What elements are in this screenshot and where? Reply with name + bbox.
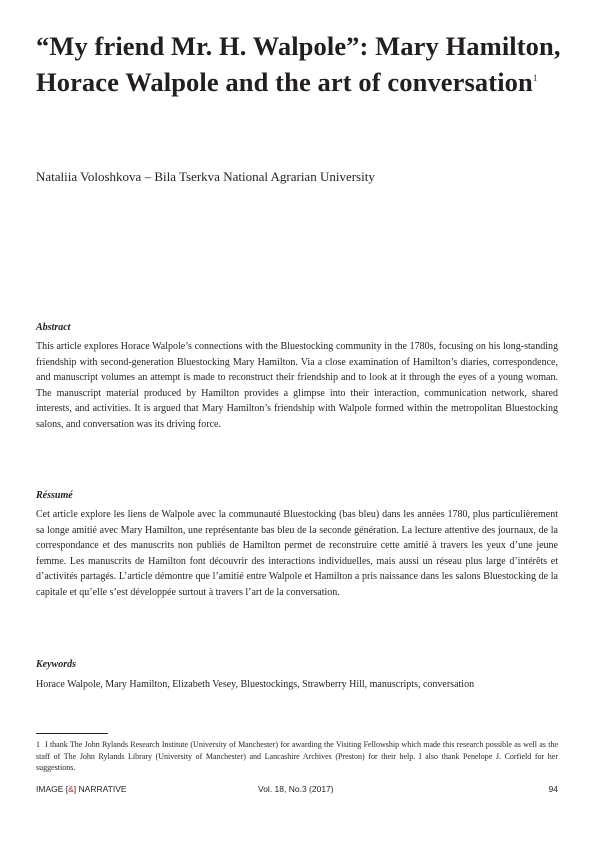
- journal-name: IMAGE [&] NARRATIVE: [36, 784, 127, 794]
- article-title: [36, 28, 566, 100]
- resume-heading: Réssumé: [36, 490, 73, 501]
- keywords-heading: Keywords: [36, 659, 76, 670]
- abstract-text: This article explores Horace Walpole’s connections with the Bluestocking community in the 1780s, focusing on his long-standing friendship with second-generation Bluestocking Mary Hamilton. Via a close examination of Hamilton’s diaries, correspondence, and manuscript volumes an attempt is made to reconstruct their friendship and to look at it through the eyes of a young woman. The manuscript material produced by Hamilton provides a glimpse into their interaction, communication network, shared interests, and activities. It is argued that Mary Hamilton’s friendship with Walpole formed within the metropolitan Bluestocking salons, and conversation was its driving force.: [36, 341, 558, 430]
- resume-text: Cet article explore les liens de Walpole avec la communauté Bluestocking (bas bleu) dans les années 1780, plus particulièrement sa longe amitié avec Mary Hamilton, une représentante bas bleu de la seconde génération. La lecture attentive des journaux, de la correspondance et des manuscrits non publiés de Hamilton permet de reconstruire cette amitié à travers les yeux d’une jeune femme. Les manuscrits de Hamilton font découvrir des interactions individuelles, mais aussi un réseau plus large d’intérêts et d’activités partagés. L’article démontre que l’amitié entre Walpole et Hamilton a pris naissance dans les salons Bluestocking de la capitale et qu’elle s’est développée surtout à travers l’art de la conversation.: [36, 509, 558, 598]
- title-footnote-marker[interactable]: 1: [532, 73, 538, 84]
- footnote: [36, 739, 558, 774]
- footnote-text: I thank The John Rylands Research Institute (University of Manchester) for awarding the Visiting Fellowship which made this research possible as well as the staff of The John Rylands Library (University of Manchester) and Lancashire Archives (Preston) for their help. I also thank Penelope J. Corfield for her suggestions.: [36, 740, 558, 772]
- abstract-heading: Abstract: [36, 322, 71, 333]
- page-number: 94: [548, 784, 558, 794]
- footnote-divider: [36, 733, 108, 734]
- keywords-text: Horace Walpole, Mary Hamilton, Elizabeth Vesey, Bluestockings, Strawberry Hill, manuscripts, conversation: [36, 679, 475, 690]
- author-line: Nataliia Voloshkova – Bila Tserkva National Agrarian University: [36, 169, 375, 184]
- page-footer: [36, 783, 558, 795]
- volume-info: Vol. 18, No.3 (2017): [258, 784, 334, 794]
- footnote-number: 1: [36, 740, 40, 749]
- article-title-text: “My friend Mr. H. Walpole”: Mary Hamilton, Horace Walpole and the art of conversation: [36, 31, 561, 97]
- journal-ampersand: &: [68, 784, 74, 794]
